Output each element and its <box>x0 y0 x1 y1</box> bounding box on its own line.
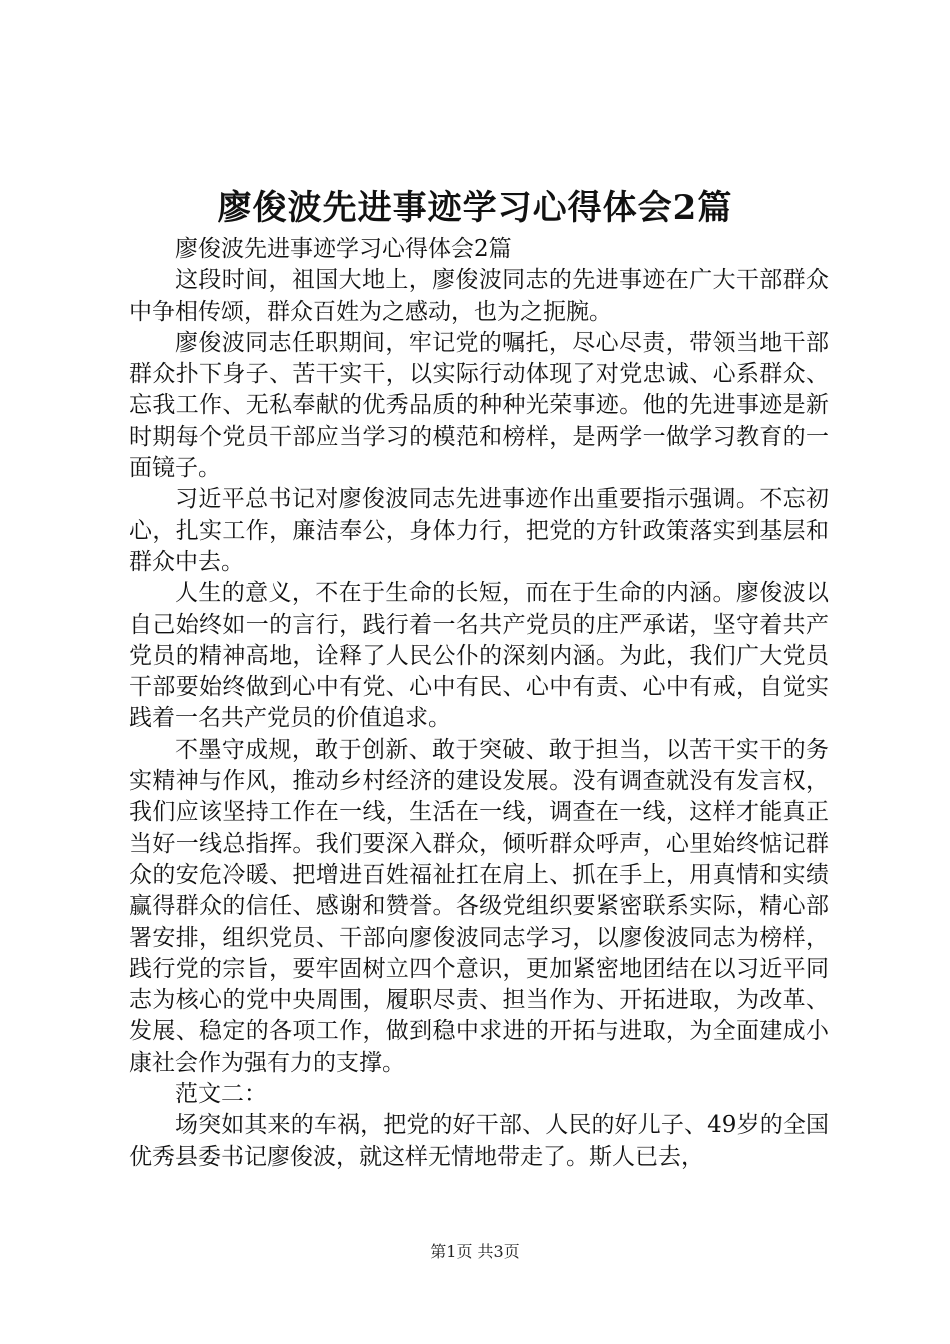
paragraph: 不墨守成规，敢于创新、敢于突破、敢于担当，以苦干实干的务实精神与作风，推动乡村经济的建设发展。没有调查就没有发言权，我们应该坚持工作在一线，生活在一线，调查在一线，这样才能真正当好一线总指挥。我们要深入群众，倾听群众呼声，心里始终惦记群众的安危冷暖、把增进百姓福祉扛在肩上、抓在手上，用真情和实绩赢得群众的信任、感谢和赞誉。各级党组织要紧密联系实际，精心部署安排，组织党员、干部向廖俊波同志学习，以廖俊波同志为榜样，践行党的宗旨，要牢固树立四个意识，更加紧密地团结在以习近平同志为核心的党中央周围，履职尽责、担当作为、开拓进取，为改革、发展、稳定的各项工作，做到稳中求进的开拓与进取，为全面建成小康社会作为强有力的支撑。 <box>129 736 829 1076</box>
document-title: 廖俊波先进事迹学习心得体会2篇 <box>217 188 733 228</box>
paragraph: 这段时间，祖国大地上，廖俊波同志的先进事迹在广大干部群众中争相传颂，群众百姓为之感动，也为之扼腕。 <box>129 267 829 325</box>
paragraph-subtitle: 廖俊波先进事迹学习心得体会2篇 <box>175 236 512 262</box>
section-heading: 范文二： <box>175 1081 267 1108</box>
document-body <box>129 234 829 1173</box>
paragraph: 廖俊波同志任职期间，牢记党的嘱托，尽心尽责，带领当地干部群众扑下身子、苦干实干，以实际行动体现了对党忠诚、心系群众、忘我工作、无私奉献的优秀品质的种种光荣事迹。他的先进事迹是新时期每个党员干部应当学习的模范和榜样，是两学一做学习教育的一面镜子。 <box>129 329 829 482</box>
paragraph: 人生的意义，不在于生命的长短，而在于生命的内涵。廖俊波以自己始终如一的言行，践行着一名共产党员的庄严承诺，坚守着共产党员的精神高地，诠释了人民公仆的深刻内涵。为此，我们广大党员干部要始终做到心中有党、心中有民、心中有责、心中有戒，自觉实践着一名共产党员的价值追求。 <box>129 580 829 732</box>
paragraph: 习近平总书记对廖俊波同志先进事迹作出重要指示强调。不忘初心，扎实工作，廉洁奉公，身体力行，把党的方针政策落实到基层和群众中去。 <box>129 486 829 575</box>
page-number-footer: 第1页 共3页 <box>430 1242 520 1261</box>
paragraph: 场突如其来的车祸，把党的好干部、人民的好儿子、49岁的全国优秀县委书记廖俊波，就这样无情地带走了。斯人已去， <box>129 1112 829 1170</box>
